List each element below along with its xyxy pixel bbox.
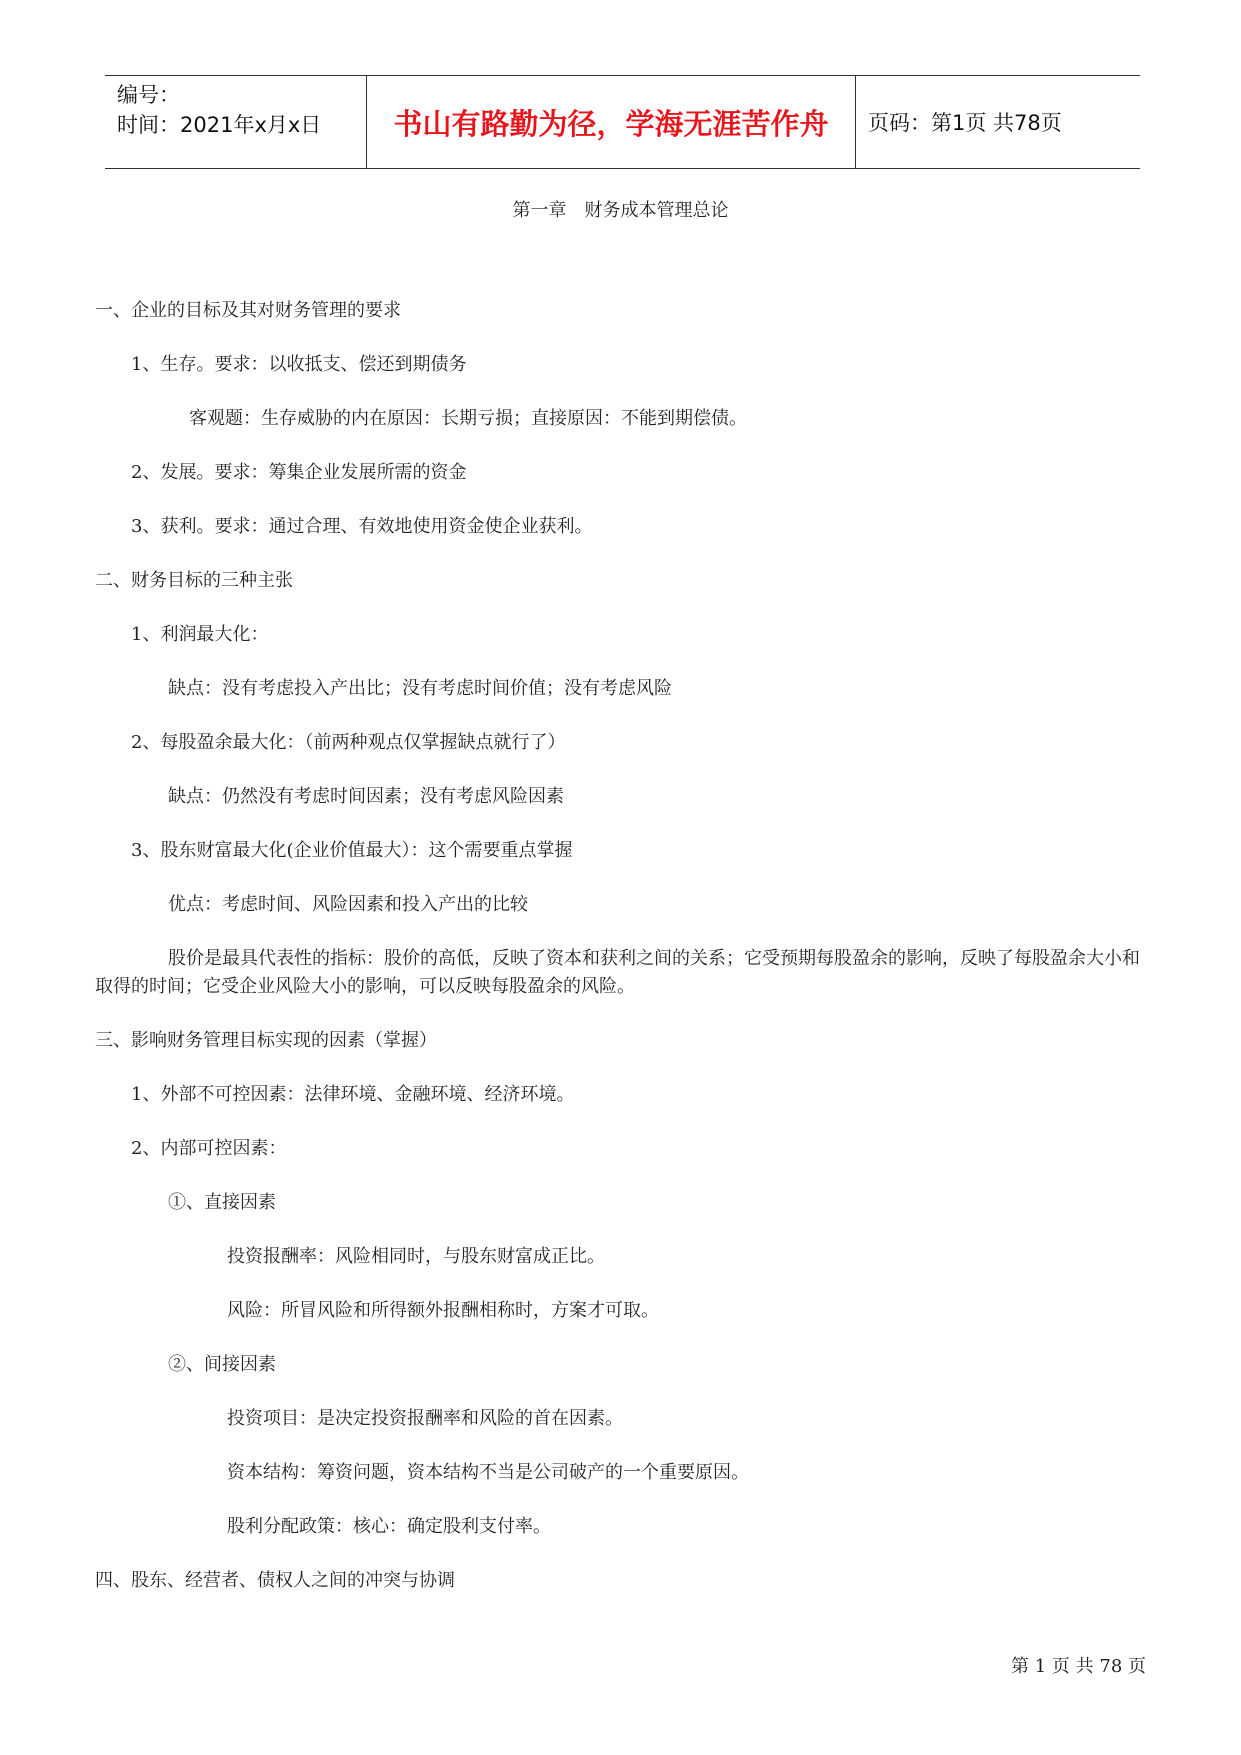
section-heading: 一、企业的目标及其对财务管理的要求 <box>95 300 401 321</box>
note-line: 优点：考虑时间、风险因素和投入产出的比较 <box>168 894 528 915</box>
list-item: 2、内部可控因素： <box>131 1138 287 1159</box>
list-item: 2、每股盈余最大化：（前两种观点仅掌握缺点就行了） <box>131 732 566 753</box>
sub-heading: ②、间接因素 <box>168 1354 276 1375</box>
time-label: 时间：2021年x月x日 <box>117 113 322 137</box>
number-label: 编号： <box>117 83 180 107</box>
note-line: 风险：所冒风险和所得额外报酬相称时，方案才可取。 <box>227 1300 659 1321</box>
note-line: 资本结构：筹资问题，资本结构不当是公司破产的一个重要原因。 <box>227 1462 749 1483</box>
chapter-title: 第一章 财务成本管理总论 <box>512 200 729 221</box>
note-line: 股利分配政策：核心：确定股利支付率。 <box>227 1516 551 1537</box>
header-meta <box>105 76 367 168</box>
page-footer: 第 1 页 共 78 页 <box>1011 1656 1146 1677</box>
header-page-info: 页码：第1页 共78页 <box>868 111 1062 135</box>
list-item: 3、股东财富最大化(企业价值最大）：这个需要重点掌握 <box>131 840 573 861</box>
list-item: 1、生存。要求：以收抵支、偿还到期债务 <box>131 354 467 375</box>
list-item: 3、获利。要求：通过合理、有效地使用资金使企业获利。 <box>131 516 593 537</box>
note-line: 投资报酬率：风险相同时，与股东财富成正比。 <box>227 1246 605 1267</box>
list-item: 1、利润最大化： <box>131 624 269 645</box>
section-heading: 四、股东、经营者、债权人之间的冲突与协调 <box>95 1570 455 1591</box>
paragraph: 股价是最具代表性的指标：股价的高低，反映了资本和获利之间的关系；它受预期每股盈余的影响，反映了每股盈余大小和取得的时间；它受企业风险大小的影响，可以反映每股盈余的风险。 <box>95 948 1140 997</box>
note-line: 缺点：仍然没有考虑时间因素；没有考虑风险因素 <box>168 786 564 807</box>
list-item: 1、外部不可控因素：法律环境、金融环境、经济环境。 <box>131 1084 575 1105</box>
section-heading: 三、影响财务管理目标实现的因素（掌握） <box>95 1030 437 1051</box>
section-heading: 二、财务目标的三种主张 <box>95 570 293 591</box>
document-header <box>105 75 1140 169</box>
document-body <box>95 297 1150 1621</box>
list-item: 2、发展。要求：筹集企业发展所需的资金 <box>131 462 467 483</box>
note-line: 客观题：生存威胁的内在原因：长期亏损；直接原因：不能到期偿债。 <box>189 408 747 429</box>
note-line: 缺点：没有考虑投入产出比；没有考虑时间价值；没有考虑风险 <box>168 678 672 699</box>
note-line: 投资项目：是决定投资报酬率和风险的首在因素。 <box>227 1408 623 1429</box>
sub-heading: ①、直接因素 <box>168 1192 276 1213</box>
header-motto: 书山有路勤为径，学海无涯苦作舟 <box>367 76 856 168</box>
